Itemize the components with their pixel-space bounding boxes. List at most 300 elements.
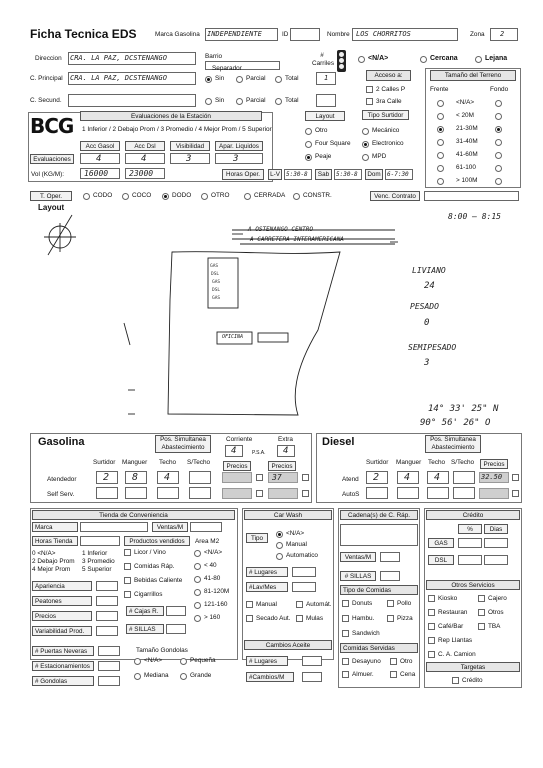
- tienda-scale-item: 5 Superior: [82, 566, 112, 573]
- carwash-auto-label: Automatico: [286, 552, 318, 559]
- cena-label: Cena: [400, 671, 416, 678]
- tienda-eval-field-1[interactable]: [96, 596, 118, 606]
- area-radio-2[interactable]: [194, 576, 201, 583]
- carwash-auto-radio[interactable]: [276, 553, 283, 560]
- self-extra-check[interactable]: [302, 490, 309, 497]
- cw-manual-check[interactable]: [246, 601, 253, 608]
- lv-label: L-V: [268, 169, 282, 180]
- gas-corriente-check[interactable]: [256, 474, 263, 481]
- dom-value: 6-7:30: [387, 171, 409, 178]
- pizza-check[interactable]: [387, 615, 394, 622]
- gond-pequena-label: Pequeña: [190, 657, 216, 664]
- surtidor-electronico-label: Electronico: [372, 140, 404, 147]
- otros-check-0[interactable]: [428, 595, 435, 602]
- visibilidad-value: 3: [186, 154, 192, 164]
- gasolina-pos-simul: Pos. Simultanea Abastecimiento: [155, 435, 211, 453]
- semipesado-value: 3: [424, 358, 430, 368]
- otros-check-4[interactable]: [428, 623, 435, 630]
- carwash-manual-label: Manual: [286, 541, 307, 548]
- cw-secado-check[interactable]: [246, 615, 253, 622]
- sandwich-label: Sandwich: [352, 630, 380, 637]
- tienda-sillas-label: # SILLAS: [126, 624, 164, 634]
- separador-label: Separador: [212, 65, 242, 72]
- fondo-radio-2[interactable]: [495, 126, 502, 133]
- atendedor-label: Atendedor: [47, 476, 77, 483]
- carwash-na-label: <N/A>: [286, 530, 305, 537]
- otros-check-6[interactable]: [428, 637, 435, 644]
- fondo-radio-6[interactable]: [495, 178, 502, 185]
- cadena-field[interactable]: [340, 524, 418, 546]
- calles-p-label: 2 Calles P: [376, 86, 406, 93]
- toper-radio-5[interactable]: [293, 193, 300, 200]
- cw-automat-check[interactable]: [296, 601, 303, 608]
- credito-header: Crédito: [426, 510, 520, 520]
- tercera-calle-label: 3ra Calle: [376, 98, 402, 105]
- dias-label: Dias: [484, 524, 508, 534]
- principal-parcial-label: Parcial: [246, 75, 266, 82]
- fondo-radio-0[interactable]: [495, 100, 502, 107]
- toper-option-label: CONSTR.: [303, 192, 332, 199]
- dsl-atend-label: Atend: [342, 476, 359, 483]
- area-radio-3[interactable]: [194, 589, 201, 596]
- autos-stecho-field[interactable]: [453, 487, 475, 499]
- desayuno-check[interactable]: [342, 658, 349, 665]
- cw-mulas-label: Mulas: [306, 615, 324, 622]
- cadena-ventas-field[interactable]: [380, 552, 400, 562]
- liviano-value: 24: [424, 281, 435, 291]
- cadena-ventas-label: Ventas/M: [340, 552, 376, 562]
- carriles-principal-value: 1: [324, 74, 329, 82]
- terreno-option-label: 21-30M: [456, 125, 478, 132]
- tienda-scale-item: 3 Promedio: [82, 558, 115, 565]
- gas-col-techo: Techo: [159, 459, 177, 466]
- gas-col-stecho: S/Techo: [187, 459, 211, 466]
- acceso-header: Acceso a:: [366, 70, 411, 81]
- coord-lat: 14° 33' 25" N: [428, 404, 499, 414]
- lejana-label: Lejana: [485, 55, 508, 62]
- cw-manual-label: Manual: [256, 601, 277, 608]
- cambios-header: Cambios Aceite: [244, 640, 332, 650]
- area-option-label: > 160: [204, 614, 221, 621]
- sandwich-check[interactable]: [342, 630, 349, 637]
- dom-label: Dom: [365, 169, 383, 180]
- acc-gasol-header: Acc Gasol: [80, 141, 120, 151]
- dsl-col-stecho: S/Techo: [451, 459, 475, 466]
- area-option-label: 81-120M: [204, 588, 230, 595]
- terreno-option-label: 31-40M: [456, 138, 478, 145]
- tienda-marca-label: Marca: [32, 522, 78, 532]
- hambu-label: Hambu.: [352, 615, 375, 622]
- cadena-sillas-label: # SILLAS: [340, 571, 376, 581]
- almuer-label: Almuer.: [352, 671, 374, 678]
- autos-precio-check[interactable]: [512, 490, 519, 497]
- gondolas-label: # Gondolas: [32, 676, 94, 686]
- north-arrow-icon: [44, 215, 76, 255]
- secund-total-label: Total: [285, 97, 299, 104]
- otros-check-5[interactable]: [478, 623, 485, 630]
- dsl-dias-field[interactable]: [484, 555, 508, 565]
- toper-radio-1[interactable]: [122, 193, 129, 200]
- producto-check-1[interactable]: [124, 563, 131, 570]
- gas-precios-header-2: Precios: [268, 461, 296, 471]
- toper-option-label: OTRO: [211, 192, 230, 199]
- carwash-lugares-field[interactable]: [292, 567, 316, 577]
- extra-label: Extra: [278, 436, 293, 443]
- cajas-label: # Cajas R.: [126, 606, 164, 616]
- dsl-surtidor-value: 2: [373, 472, 380, 483]
- tamano-gondolas-label: Tamaño Gondolas: [136, 647, 188, 654]
- pollo-check[interactable]: [387, 600, 394, 607]
- otros-label: Kiosko: [438, 595, 458, 602]
- layout-peaje-label: Peaje: [315, 153, 332, 160]
- gond-na-label: <N/A>: [144, 657, 163, 664]
- servidas-header: Comidas Servidas: [340, 643, 418, 653]
- area-option-label: <N/A>: [204, 549, 223, 556]
- dsl-precios-header: Precios: [480, 459, 508, 469]
- svg-text:GAS: GAS: [210, 264, 219, 269]
- evaluaciones-scale: 1 Inferior / 2 Debajo Prom / 3 Promedio / 4 Mejor Prom / 5 Superior: [82, 126, 272, 133]
- toper-header: T. Oper.: [30, 191, 72, 201]
- otros-check-7[interactable]: [428, 651, 435, 658]
- horas-oper-label: Horas Oper.: [222, 169, 264, 180]
- frente-radio-5[interactable]: [437, 165, 444, 172]
- producto-check-0[interactable]: [124, 549, 131, 556]
- evaluaciones-header: Evaluaciones de la Estación: [80, 111, 262, 121]
- dsl-col-surtidor: Surtidor: [366, 459, 389, 466]
- carwash-manual-radio[interactable]: [276, 542, 283, 549]
- pizza-label: Pizza: [397, 615, 413, 622]
- toper-radio-0[interactable]: [83, 193, 90, 200]
- gas-pct-field[interactable]: [458, 538, 482, 548]
- horas-tienda-label: Horas Tienda: [32, 536, 78, 546]
- acc-gasol-value: 4: [96, 154, 102, 164]
- sab-value: 5:30-8: [336, 171, 358, 178]
- toper-option-label: DODO: [172, 192, 192, 199]
- vol-value-2: 23000: [129, 169, 154, 178]
- tienda-header: Tienda de Conveniencia: [32, 510, 235, 520]
- dsl-techo-value: 4: [434, 472, 441, 483]
- svg-text:DSL: DSL: [211, 272, 220, 277]
- cambios-lugares-field[interactable]: [302, 656, 322, 666]
- apar-liquidos-value: 3: [233, 154, 239, 164]
- nombre-label: Nombre: [327, 31, 350, 38]
- credito-check[interactable]: [452, 677, 459, 684]
- gas-col-surtidor: Surtidor: [93, 459, 116, 466]
- tienda-marca-field[interactable]: [80, 522, 148, 532]
- secund-sin-label: Sin: [215, 97, 225, 104]
- producto-label: Cigarrillos: [134, 591, 163, 598]
- gas-dias-field[interactable]: [484, 538, 508, 548]
- gasolina-title: Gasolina: [38, 436, 85, 448]
- autos-techo-field[interactable]: [427, 487, 449, 499]
- pct-label: %: [458, 524, 482, 534]
- otros-label: Restauran: [438, 609, 468, 616]
- corriente-value: 4: [231, 446, 237, 456]
- tienda-scale-item: 4 Mejor Prom: [32, 566, 71, 573]
- cambios-mes-field[interactable]: [302, 672, 322, 682]
- producto-label: Licor / Vino: [134, 549, 166, 556]
- frente-radio-1[interactable]: [437, 113, 444, 120]
- fondo-radio-3[interactable]: [495, 139, 502, 146]
- frente-radio-6[interactable]: [437, 178, 444, 185]
- self-precio-corriente[interactable]: [222, 488, 252, 499]
- targetas-header: Targetas: [426, 662, 520, 672]
- oficina-label: OFICINA: [222, 334, 244, 340]
- dsl-precio-value: 32.50: [481, 473, 503, 481]
- frente-radio-0[interactable]: [437, 100, 444, 107]
- cw-secado-label: Secado Aut.: [256, 615, 291, 622]
- evaluaciones-row-label: Evaluaciones: [30, 154, 74, 164]
- marca-value: INDEPENDIENTE: [207, 30, 262, 38]
- marca-label: Marca Gasolina: [155, 31, 200, 38]
- donuts-label: Donuts: [352, 600, 373, 607]
- toper-radio-2[interactable]: [162, 193, 169, 200]
- vol-value-1: 16000: [84, 169, 109, 178]
- dsl-col-techo: Techo: [428, 459, 446, 466]
- puertas-field[interactable]: [98, 646, 120, 656]
- layout-otro-label: Otro: [315, 127, 328, 134]
- coord-lon: 90° 56' 26" O: [420, 418, 491, 428]
- bcg-logo: BCG: [30, 114, 74, 138]
- pollo-label: Pollo: [397, 600, 412, 607]
- gas-stecho-field[interactable]: [189, 471, 211, 484]
- cw-mulas-check[interactable]: [296, 615, 303, 622]
- cambios-mes-label: #Cambios/M: [246, 672, 294, 682]
- gond-pequena-radio[interactable]: [180, 658, 187, 665]
- tienda-eval-label: Variabilidad Prod.: [32, 626, 92, 636]
- self-surtidor-field[interactable]: [96, 487, 118, 499]
- sab-label: Sab: [315, 169, 332, 180]
- tienda-scale-item: 2 Debajo Prom: [32, 558, 75, 565]
- area-radio-1[interactable]: [194, 563, 201, 570]
- otros-servicios-header: Otros Servicios: [426, 580, 520, 590]
- area-label: Area M2: [195, 538, 220, 545]
- road-lines: [124, 230, 398, 415]
- id-label: ID: [282, 31, 289, 38]
- self-corriente-check[interactable]: [256, 490, 263, 497]
- svg-text:DSL: DSL: [212, 288, 221, 293]
- carriles-label: # Carriles: [312, 52, 335, 67]
- pesado-label: PESADO: [410, 302, 439, 311]
- area-option-label: < 40: [204, 562, 217, 569]
- gas-surtidor-value: 2: [103, 472, 110, 483]
- fondo-radio-4[interactable]: [495, 152, 502, 159]
- gond-mediana-label: Mediana: [144, 672, 169, 679]
- tienda-scale-item: 0 <N/A>: [32, 550, 56, 557]
- psa-label: P.S.A.: [252, 450, 266, 456]
- area-option-label: 41-80: [204, 575, 221, 582]
- tienda-eval-field-2[interactable]: [96, 611, 118, 621]
- tienda-eval-field-0[interactable]: [96, 581, 118, 591]
- self-stecho-field[interactable]: [189, 487, 211, 499]
- otros-label: Otros: [488, 609, 504, 616]
- toper-option-label: COCO: [132, 192, 152, 199]
- nombre-value: LOS CHORRITOS: [356, 30, 411, 38]
- terreno-option-label: < 20M: [456, 112, 474, 119]
- toper-option-label: CODO: [93, 192, 113, 199]
- acc-dsl-header: Acc Dsl: [125, 141, 165, 151]
- tipo-comidas-header: Tipo de Comidas: [340, 585, 418, 595]
- frente-radio-3[interactable]: [437, 139, 444, 146]
- visibilidad-header: Visibilidad: [170, 141, 210, 151]
- cadena-sillas-field[interactable]: [380, 571, 400, 581]
- hambu-check[interactable]: [342, 615, 349, 622]
- gond-grande-radio[interactable]: [180, 673, 187, 680]
- area-option-label: 121-160: [204, 601, 228, 608]
- otros-check-3[interactable]: [478, 609, 485, 616]
- svg-text:GAS: GAS: [212, 296, 221, 301]
- self-manguer-field[interactable]: [125, 487, 147, 499]
- tienda-scale-item: 1 Inferior: [82, 550, 108, 557]
- almuer-check[interactable]: [342, 671, 349, 678]
- self-techo-field[interactable]: [157, 487, 179, 499]
- zona-label: Zona: [470, 31, 485, 38]
- producto-label: Bebidas Caliente: [134, 577, 183, 584]
- form-title: Ficha Tecnica EDS: [30, 27, 137, 41]
- diesel-pos-simul: Pos. Simultanea Abastecimiento: [425, 435, 481, 453]
- road-label-2: A CARRETERA INTERAMERICANA: [250, 236, 344, 243]
- toper-radio-3[interactable]: [201, 193, 208, 200]
- fondo-label: Fondo: [490, 86, 509, 93]
- cambios-lugares-label: # Lugares: [246, 656, 288, 666]
- autos-manguer-field[interactable]: [397, 487, 419, 499]
- dsl-manguer-value: 4: [404, 472, 411, 483]
- otros-check-1[interactable]: [478, 595, 485, 602]
- dsl-col-manguer: Manguer: [396, 459, 422, 466]
- toper-option-label: CERRADA: [254, 192, 286, 199]
- tienda-ventas-label: Ventas/M: [152, 522, 188, 532]
- surtidor-mpd-label: MPD: [372, 153, 387, 160]
- terreno-option-label: 61-100: [456, 164, 476, 171]
- gas-manguer-value: 8: [132, 472, 139, 483]
- principal-sin-label: Sin: [215, 75, 225, 82]
- dsl-precio-check[interactable]: [512, 474, 519, 481]
- acc-dsl-value: 4: [141, 154, 147, 164]
- diesel-title: Diesel: [322, 436, 355, 448]
- tienda-sillas-field[interactable]: [166, 624, 186, 634]
- zona-value: 2: [500, 30, 505, 38]
- gas-techo-value: 4: [164, 472, 171, 483]
- tienda-ventas-field[interactable]: [190, 522, 222, 532]
- tienda-eval-label: Peatones: [32, 596, 92, 606]
- otro-comida-label: Otro: [400, 658, 413, 665]
- tienda-eval-label: Precios: [32, 611, 92, 621]
- otro-comida-check[interactable]: [390, 658, 397, 665]
- barrio-label: Barrio: [205, 53, 223, 60]
- terreno-option-label: <N/A>: [456, 99, 475, 106]
- corriente-label: Corriente: [226, 436, 253, 443]
- terreno-header: Tamaño del Terreno: [430, 70, 516, 81]
- terreno-option-label: > 100M: [456, 177, 478, 184]
- self-serv-label: Self Serv.: [47, 491, 75, 498]
- secund-parcial-label: Parcial: [246, 97, 266, 104]
- dsl-autos-label: AutoS: [342, 491, 360, 498]
- gond-grande-label: Grande: [190, 672, 212, 679]
- lv-value: 5:30-8: [286, 171, 308, 178]
- carwash-lav-field[interactable]: [292, 582, 316, 592]
- producto-label: Comidas Ráp.: [134, 563, 175, 570]
- extra-value: 4: [283, 446, 289, 456]
- surtidor-mecanico-label: Mecánico: [372, 127, 400, 134]
- principal-total-label: Total: [285, 75, 299, 82]
- sketch-time: 8:00 – 8:15: [448, 212, 501, 221]
- producto-check-3[interactable]: [124, 591, 131, 598]
- estac-field[interactable]: [98, 661, 120, 671]
- carwash-na-radio[interactable]: [276, 531, 283, 538]
- frente-label: Frente: [430, 86, 449, 93]
- gas-precio-corriente[interactable]: [222, 472, 252, 483]
- credito-check-label: Crédito: [462, 677, 483, 684]
- carwash-lav-label: #Lav/Mes: [246, 582, 288, 592]
- area-radio-4[interactable]: [194, 602, 201, 609]
- semipesado-label: SEMIPESADO: [408, 343, 457, 352]
- principal-value: CRA. LA PAZ, DCSTENANGO: [70, 74, 167, 82]
- toper-radio-4[interactable]: [244, 193, 251, 200]
- desayuno-label: Desayuno: [352, 658, 381, 665]
- area-radio-0[interactable]: [194, 550, 201, 557]
- gas-extra-check[interactable]: [302, 474, 309, 481]
- gas-precios-header-1: Precios: [223, 461, 251, 471]
- carwash-header: Car Wash: [244, 510, 332, 520]
- apar-liquidos-header: Apar. Liquidos: [215, 141, 263, 151]
- otros-label: C. A. Camion: [438, 651, 476, 658]
- gondolas-field[interactable]: [98, 676, 120, 686]
- autos-precio-field[interactable]: [479, 488, 509, 499]
- dsl-pct-field[interactable]: [458, 555, 482, 565]
- fondo-radio-5[interactable]: [495, 165, 502, 172]
- area-radio-5[interactable]: [194, 615, 201, 622]
- pesado-value: 0: [424, 318, 430, 328]
- gas-credito-label: GAS: [428, 538, 454, 548]
- otros-label: Cajero: [488, 595, 507, 602]
- cena-check[interactable]: [390, 671, 397, 678]
- horas-tienda-field[interactable]: [80, 536, 120, 546]
- cercana-label: Cercana: [430, 55, 458, 62]
- tienda-eval-field-3[interactable]: [96, 626, 118, 636]
- tipo-surtidor-header: Tipo Surtidor: [362, 110, 409, 120]
- layout-header: Layout: [305, 111, 345, 121]
- direccion-label: Direccion: [35, 55, 62, 62]
- autos-surtidor-field[interactable]: [366, 487, 388, 499]
- gas-col-manguer: Manguer: [122, 459, 148, 466]
- direccion-value: CRA. LA PAZ, DCSTENANGO: [70, 54, 167, 62]
- otros-label: TBA: [488, 623, 501, 630]
- secund-label: C. Secund.: [30, 97, 62, 104]
- donuts-check[interactable]: [342, 600, 349, 607]
- self-precio-extra[interactable]: [268, 488, 298, 499]
- carwash-lugares-label: # Lugares: [246, 567, 288, 577]
- frente-radio-2[interactable]: [437, 126, 444, 133]
- distancia-na-label: <N/A>: [368, 55, 389, 62]
- vol-label: Vol (KG/M):: [31, 171, 65, 178]
- cajas-field[interactable]: [166, 606, 186, 616]
- frente-radio-4[interactable]: [437, 152, 444, 159]
- fondo-radio-1[interactable]: [495, 113, 502, 120]
- dsl-stecho-field[interactable]: [453, 471, 475, 484]
- liviano-label: LIVIANO: [412, 266, 446, 275]
- producto-check-2[interactable]: [124, 577, 131, 584]
- gas-precio-extra-value: 37: [272, 473, 282, 482]
- gond-na-radio[interactable]: [134, 658, 141, 665]
- cadena-header: Cadena(s) de C. Ráp.: [340, 510, 418, 520]
- venc-contrato-header: Venc. Contrato: [370, 191, 420, 201]
- layout-four-square-label: Four Square: [315, 140, 351, 147]
- otros-check-2[interactable]: [428, 609, 435, 616]
- principal-label: C. Principal: [30, 75, 63, 82]
- svg-text:GAS: GAS: [212, 280, 221, 285]
- puertas-label: # Puertas Neveras: [32, 646, 94, 656]
- gond-mediana-radio[interactable]: [134, 673, 141, 680]
